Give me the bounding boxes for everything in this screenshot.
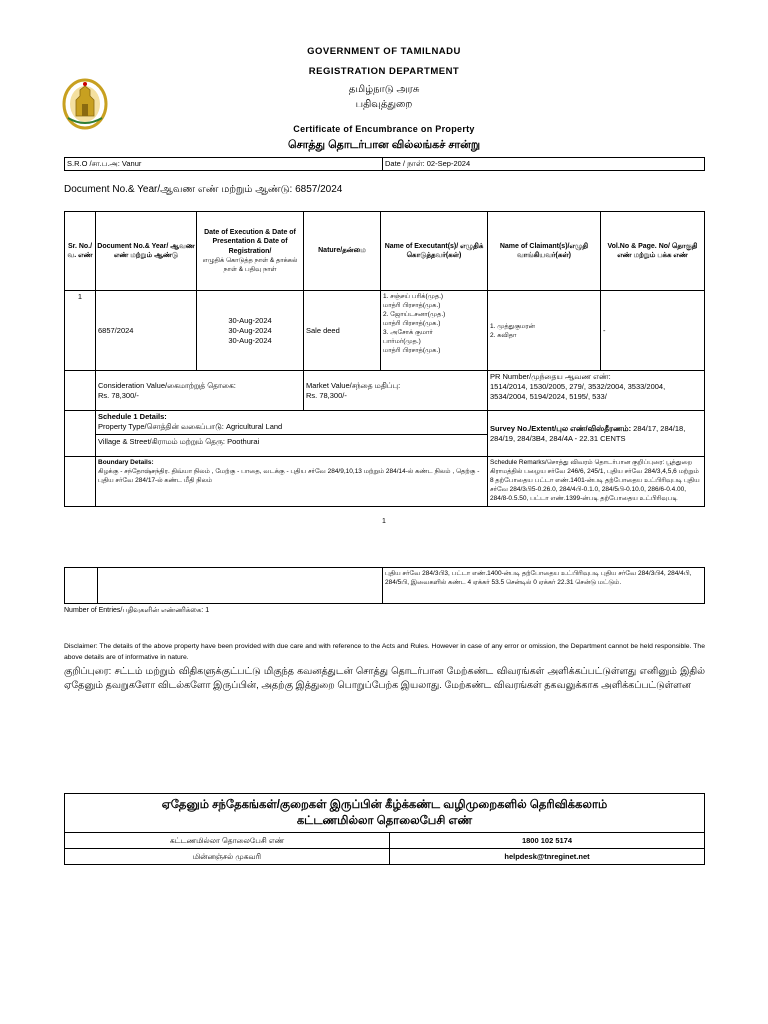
document-value: 6857/2024 [295, 184, 343, 195]
entries-count: Number of Entries/பதிவுகளின் எண்ணிக்கை: 1 [64, 607, 210, 614]
pr-number-cell [488, 371, 705, 411]
continuation-table [64, 567, 705, 604]
email-label: மின்னஞ்சல் முகவரி [65, 849, 390, 865]
page-number: 1 [382, 518, 386, 525]
helpdesk-table [64, 793, 705, 865]
govt-title-en: GOVERNMENT OF TAMILNADU [307, 46, 461, 57]
boundary-cell [96, 457, 488, 507]
document-label: Document No.& Year/ஆவண எண் மற்றும் ஆண்டு: [64, 184, 293, 195]
boundary-label: Boundary Details: [98, 459, 154, 466]
dept-title-ta: பதிவுத்துறை [355, 99, 413, 110]
schedule-label: Schedule 1 Details: [98, 412, 167, 421]
col-dates: Date of Execution & Date of Presentation & Date of Registration/ எழுதிக் கொடுத்த நாள் & தாக்கல் நாள் & பதிவு நாள் [197, 212, 304, 291]
property-type: Property Type/சொத்தின் வகைப்பாடு: Agricultural Land [98, 422, 283, 431]
entry-doc-no: 6857/2024 [96, 291, 197, 371]
disclaimer-ta: குறிப்புரை: சட்டம் மற்றும் விதிகளுக்குட்பட்டு மிகுந்த கவனத்துடன் சொத்து தொடர்பான மேற்கண்ட விவரங்கள் அளிக்கப்பட்டுள்ளது எனினும் இதில் ஏதேனும் தவறுகளோ விடல்களோ இருப்பின், அதற்கு இத்துறை பொறுப்பேற்க இயலாது. மேற்கண்ட விவரங்கள் தகவலுக்காக அளிக்கப்பட்டுள்ளன [64, 666, 705, 691]
entry-dates [197, 291, 304, 371]
sro-table [64, 157, 705, 171]
col-claimant: Name of Claimant(s)/எழுதி வாங்கியவர்(கள்) [488, 212, 601, 291]
boundary-text: கிழக்கு - சந்தோஷ்சந்திர. திவ்யா நிலம் , மேற்கு - பாதை, வடக்கு - புதிய சர்வே 284/9,10,13 மற்றும் 284/14-ல் கண்ட நிலம் , தெற்கு - புதிய சர்வே 284/17-ல் கண்ட மீதி நிலம் [98, 468, 480, 484]
phone-label: கட்டணமில்லா தொலைபேசி எண் [65, 833, 390, 849]
col-sr: Sr. No./ வ. எண் [65, 212, 96, 291]
phone-value: 1800 102 5174 [390, 833, 705, 849]
consideration-cell [96, 371, 304, 411]
continuation-text: புதிய சர்வே 284/3பி3, பட்டா எண்.1400-ன்படி தற்போதைய உட்பிரிவுபடி புதிய சர்வே 284/3பி4, 284/4பி, 284/5பி, இவைகளில் கண்ட 4 ஏக்கர் 53.5 சென்டில் 0 ஏக்கர் 22.31 சென்டு மட்டும். [383, 568, 705, 604]
col-vol: Vol.No & Page. No/ தொகுதி எண் மற்றும் பக்க எண் [601, 212, 705, 291]
pr-values: 1514/2014, 1530/2005, 279/, 3532/2004, 3533/2004, 3534/2004, 5194/2024, 5195/, 533/ [490, 382, 666, 401]
survey-label: Survey No./Extent/புல எண்/விஸ்தீரணம்: [490, 423, 632, 433]
entry-date-exec: 30-Aug-2024 [228, 315, 272, 325]
survey-cell [488, 411, 705, 457]
pr-label: PR Number/முந்தைய ஆவண எண்: [490, 372, 611, 381]
entry-executants: 1. சஞ்சய் பரிக்(முத.) மாத்ரி பிரசாத்(முக.) 2. ஜோய்டசனா(முத.) மாத்ரி பிரசாத்(முக.) 3. அசோக் குமார் பார்மர்(முத.) மாத்ரி பிரசாத்(முக.) [381, 291, 488, 371]
entry-claimants: 1. முத்துகுமரன் 2. கவிதா [488, 291, 601, 371]
market-value-cell [304, 371, 488, 411]
consideration-value: Rs. 78,300/- [98, 390, 139, 400]
village: Village & Street/கிராமம் மற்றும் தெரு: Poothurai [96, 434, 487, 447]
entry-sr: 1 [65, 291, 96, 371]
govt-title-ta: தமிழ்நாடு அரசு [348, 84, 420, 95]
certificate-title-ta: சொத்து தொடர்பான வில்லங்கச் சான்று [287, 139, 481, 151]
market-value: Rs. 78,300/- [306, 390, 347, 400]
schedule-cell [96, 411, 488, 457]
certificate-title-en: Certificate of Encumbrance on Property [293, 124, 475, 134]
remarks-cell: Schedule Remarks/சொத்து விவரம் தொடர்பான குறிப்புரை: பூத்துறை கிராமத்தில் பழைய சர்வே 246/6, 245/1, புதிய சர்வே 284/3,4,5,6 மற்றும் 8 தற்போதைய பட்டா எண்.1401-ன்படி தற்போதைய உட்பிரிவுபடி புதிய சர்வே 284/3பி5-0.26.0, 284/4பி-0.1.0, 284/5பி-0.10.0, 286/6-0.4.00, 284/8-0.5.50, பட்டா எண்.1399-ன்படி தற்போதைய உட்பிரிவுபடி [488, 457, 705, 507]
col-executant: Name of Executant(s)/ எழுதிக் கொடுத்தவர்(கள்) [381, 212, 488, 291]
email-value[interactable]: helpdesk@tnreginet.net [390, 849, 705, 865]
survey-value: 284/17, 284/18, 284/19, 284/3B4, 284/4A - 22.31 CENTS [490, 423, 686, 443]
entry-date-reg: 30-Aug-2024 [228, 335, 272, 345]
encumbrance-table [64, 211, 705, 507]
helpdesk-title: ஏதேனும் சந்தேகங்கள்/குறைகள் இருப்பின் கீழ்க்கண்ட வழிமுறைகளில் தெரிவிக்கலாம் கட்டணமில்லா தொலைபேசி எண் [65, 794, 705, 833]
disclaimer-en: Disclaimer: The details of the above property have been provided with due care and with reference to the Acts and Rules. However in case of any error or omission, the Department cannot be held responsible. The above details are of informative in nature. [64, 643, 705, 661]
document-line [64, 184, 342, 196]
col-doc: Document No.& Year/ ஆவண எண் மற்றும் ஆண்டு [96, 212, 197, 291]
sro-label: S.R.O /சா.ப.அ: Vanur [65, 158, 383, 171]
entry-vol: - [601, 291, 705, 371]
col-nature: Nature/தன்மை [304, 212, 381, 291]
market-label: Market Value/சந்தை மதிப்பு: [306, 380, 401, 390]
consideration-label: Consideration Value/கைமாற்றுத் தொகை: [98, 380, 236, 390]
entry-date-pres: 30-Aug-2024 [228, 325, 272, 335]
entry-nature: Sale deed [304, 291, 381, 371]
dept-title-en: REGISTRATION DEPARTMENT [308, 66, 460, 77]
sro-date: Date / நாள்: 02-Sep-2024 [383, 158, 705, 171]
